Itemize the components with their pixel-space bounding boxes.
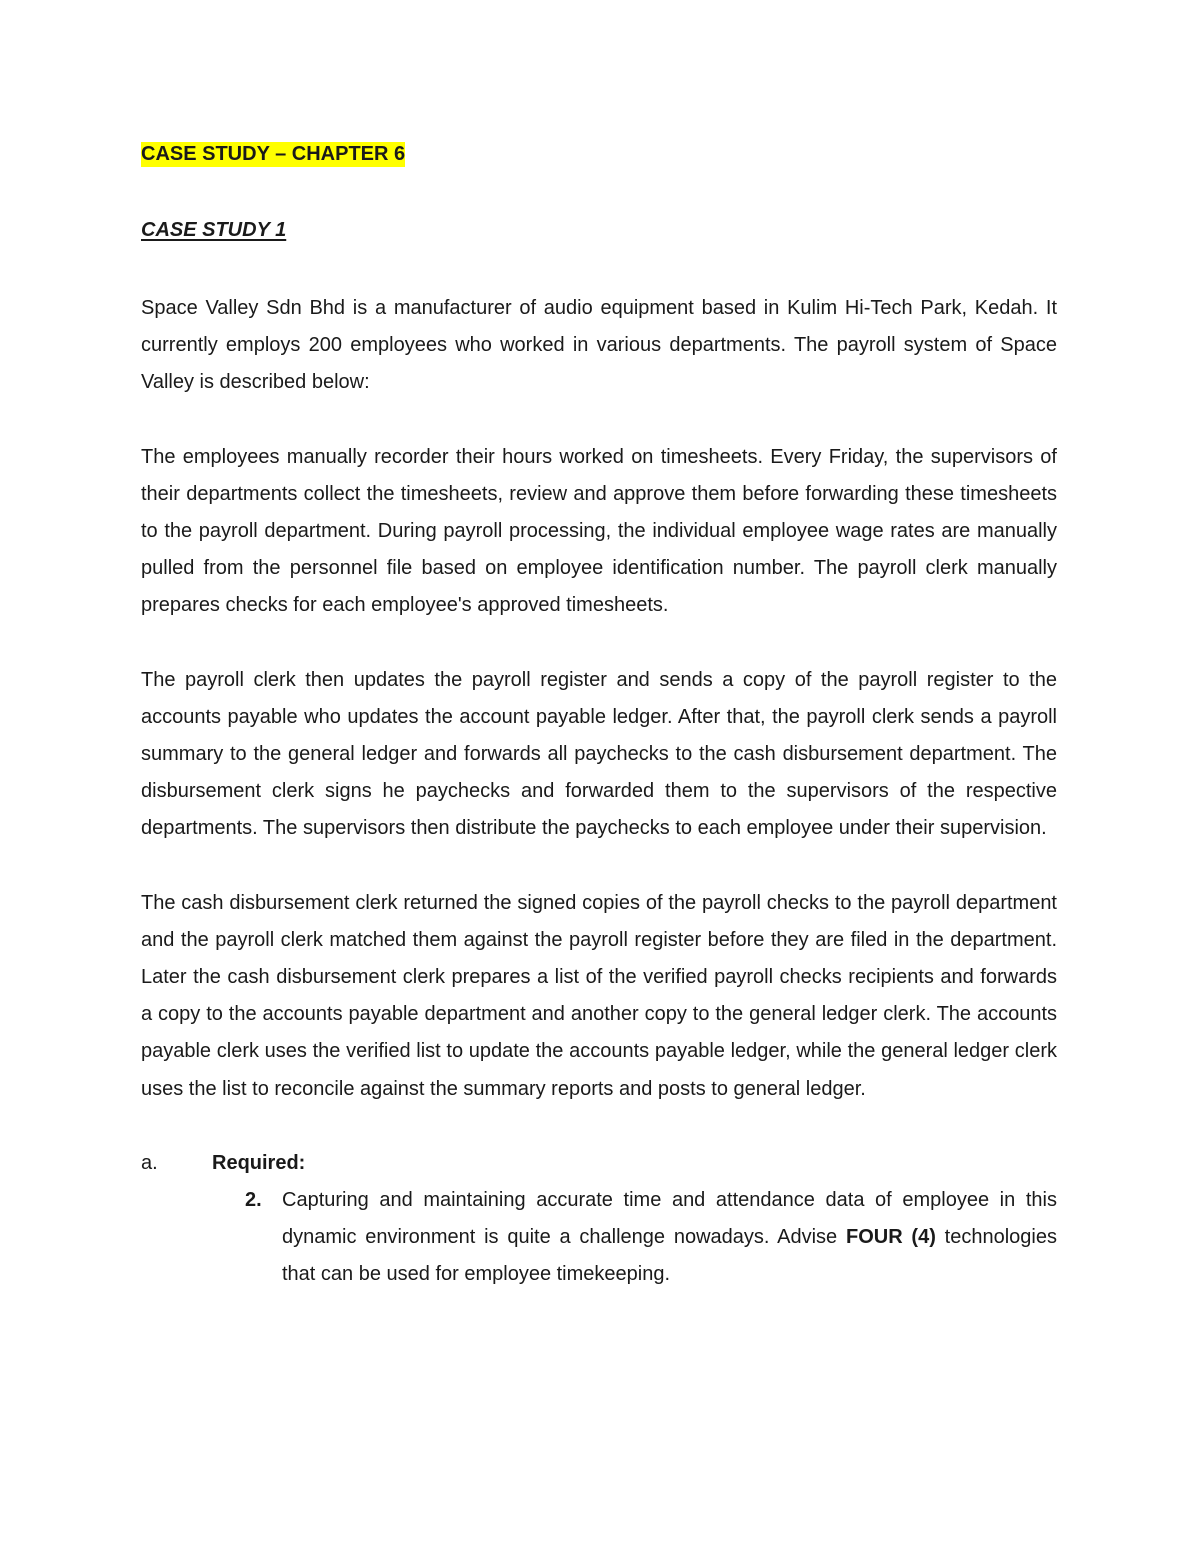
question-text-after: technologies that can be used for employee timekeeping. [282, 1226, 1057, 1286]
required-letter: a. [141, 1151, 158, 1174]
paragraph-timesheets: The employees manually recorder their hours worked on timesheets. Every Friday, the supervisors of their departments collect the timesheets, review and approve them before forwarding these timesheets to the payroll department. During payroll processing, the individual employee wage rates are manually pulled from the personnel file based on employee identification number. The payroll clerk manually prepares checks for each employee's approved timesheets. [141, 445, 1057, 617]
question-text [282, 1182, 1057, 1294]
case-study-title: CASE STUDY 1 [141, 219, 287, 241]
question-emphasis: FOUR (4) [845, 1226, 936, 1249]
question-item [141, 1182, 1057, 1294]
question-text-before: Capturing and maintaining accurate time and attendance data of employee in this dynamic environment is quite a challenge nowadays. Advise [282, 1188, 1057, 1249]
paragraph-company-intro: Space Valley Sdn Bhd is a manufacturer of audio equipment based in Kulim Hi-Tech Park, Kedah. It currently employs 200 employees who worked in various departments. The payroll system of Space Valley is described below: [141, 297, 1057, 394]
document-body [141, 138, 1057, 1293]
question-number: 2. [245, 1188, 262, 1211]
paragraph-payroll-register: The payroll clerk then updates the payroll register and sends a copy of the payroll register to the accounts payable who updates the account payable ledger. After that, the payroll clerk sends a payroll summary to the general ledger and forwards all paychecks to the cash disbursement department. The disbursement clerk signs he paychecks and forwarded them to the supervisors of the respective departments. The supervisors then distribute the paychecks to each employee under their supervision. [141, 668, 1057, 840]
chapter-heading [141, 138, 1057, 170]
paragraph-cash-disbursement: The cash disbursement clerk returned the signed copies of the payroll checks to the payroll department and the payroll clerk matched them against the payroll register before they are filed in the department. Later the cash disbursement clerk prepares a list of the verified payroll checks recipients and forwards a copy to the accounts payable department and another copy to the general ledger clerk. The accounts payable clerk uses the verified list to update the accounts payable ledger, while the general ledger clerk uses the list to reconcile against the summary reports and posts to general ledger. [141, 891, 1057, 1100]
required-section [141, 1145, 1057, 1182]
chapter-heading-highlight: CASE STUDY – CHAPTER 6 [141, 143, 406, 165]
required-label: Required: [212, 1151, 306, 1174]
